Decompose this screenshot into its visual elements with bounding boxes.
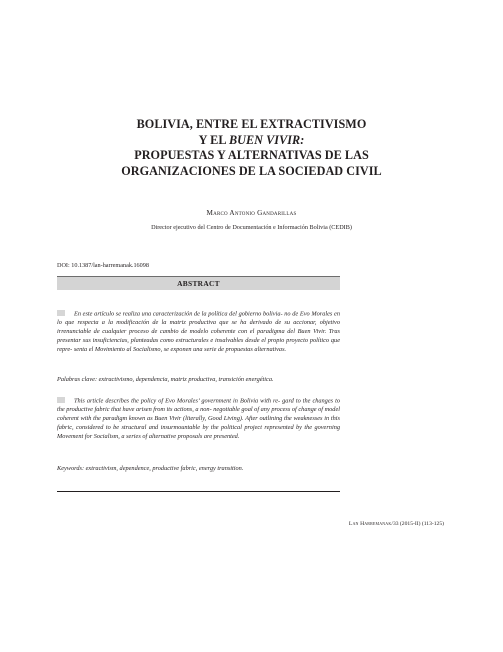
journal-name: Lan Harremanak bbox=[348, 521, 392, 527]
abstract-header-bar bbox=[57, 276, 340, 290]
abstract-spanish bbox=[57, 310, 340, 354]
keywords-spanish: Palabras clave: extractivismo, dependencia, matriz productiva, transición energética. bbox=[57, 376, 274, 383]
title-line-2-italic: BUEN VIVIR: bbox=[228, 132, 305, 147]
title-line-1: BOLIVIA, ENTRE EL EXTRACTIVISMO bbox=[136, 117, 367, 131]
paragraph-marker-icon bbox=[57, 310, 65, 316]
doi-link[interactable]: DOI: 10.1387/lan-harremanak.16098 bbox=[57, 262, 149, 269]
author-name: Marco Antonio Gandarillas bbox=[206, 209, 297, 217]
abstract-english-text: This article describes the policy of Evo Morales’ government in Bolivia with re- gard to the changes to the productive fabric that have arisen from its actions, a non- negotiable goal of any process of change of model coherent with the paradigm known as Buen Vivir (literally, Good Living). After outlining the weaknesses in this fabric, considered to be structural and insurmountable by the political project represented by the governing Movement for Socialism, a series of alternative proposals are presented. bbox=[57, 397, 340, 440]
journal-citation: /33 (2015-II) (113-125) bbox=[391, 521, 444, 527]
article-title bbox=[40, 117, 463, 179]
keywords-english: Keywords: extractivism, dependence, productive fabric, energy transition. bbox=[57, 465, 244, 472]
author-affiliation: Director ejecutivo del Centro de Documentación e Información Bolivia (CEDIB) bbox=[151, 224, 352, 231]
page-footer bbox=[349, 521, 444, 527]
title-line-2-prefix: Y EL bbox=[198, 132, 229, 147]
section-divider bbox=[57, 491, 340, 492]
title-line-2 bbox=[40, 133, 463, 149]
title-line-4: ORGANIZACIONES DE LA SOCIEDAD CIVIL bbox=[121, 163, 382, 178]
abstract-spanish-text: En este artículo se realiza una caracterización de la política del gobierno bolivia- no de Evo Morales en lo que respecta a la modificación de la matriz productiva que se ha derivado de su accionar, objetivo irrenunciable de cualquier proceso de cambio de modelo coherente con el paradigma del Buen Vivir. Tras presentar sus insuficiencias, planteadas como estructurales e insalvables desde el propio proyecto político que repre- senta el Movimiento al Socialismo, se exponen una serie de propuestas alternativas. bbox=[57, 310, 340, 353]
paragraph-marker-icon bbox=[57, 397, 65, 403]
abstract-heading: ABSTRACT bbox=[177, 279, 220, 288]
abstract-english bbox=[57, 397, 340, 441]
title-line-3: PROPUESTAS Y ALTERNATIVAS DE LAS bbox=[134, 148, 369, 163]
